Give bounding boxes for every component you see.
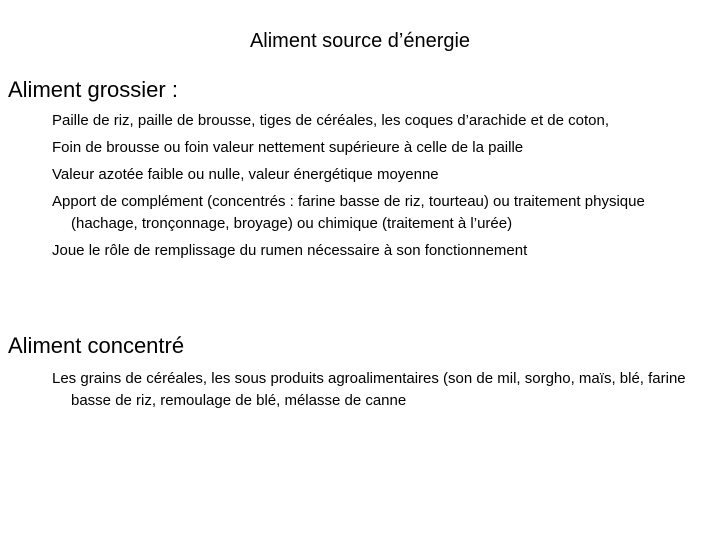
list-item: Les grains de céréales, les sous produits agroalimentaires (son de mil, sorgho, maïs, blé, farine basse de riz, remoulage de blé, mélasse de canne — [52, 370, 686, 409]
list-item: Paille de riz, paille de brousse, tiges de céréales, les coques d’arachide et de coton, — [52, 112, 609, 129]
list-item: Joue le rôle de remplissage du rumen nécessaire à son fonctionnement — [52, 242, 528, 259]
slide-title: Aliment source d’énergie — [249, 30, 471, 52]
list-item: Valeur azotée faible ou nulle, valeur énergétique moyenne — [52, 166, 439, 183]
list-item: Foin de brousse ou foin valeur nettement supérieure à celle de la paille — [52, 139, 524, 156]
bullet-list-aliment-concentre — [52, 368, 712, 417]
section-heading-aliment-concentre: Aliment concentré — [8, 333, 185, 358]
section-heading-aliment-grossier: Aliment grossier : — [8, 77, 178, 102]
list-item: Apport de complément (concentrés : farine basse de riz, tourteau) ou traitement physique (hachage, tronçonnage, broyage) ou chimique (traitement à l’urée) — [52, 193, 645, 232]
bullet-list-aliment-grossier — [52, 110, 712, 267]
